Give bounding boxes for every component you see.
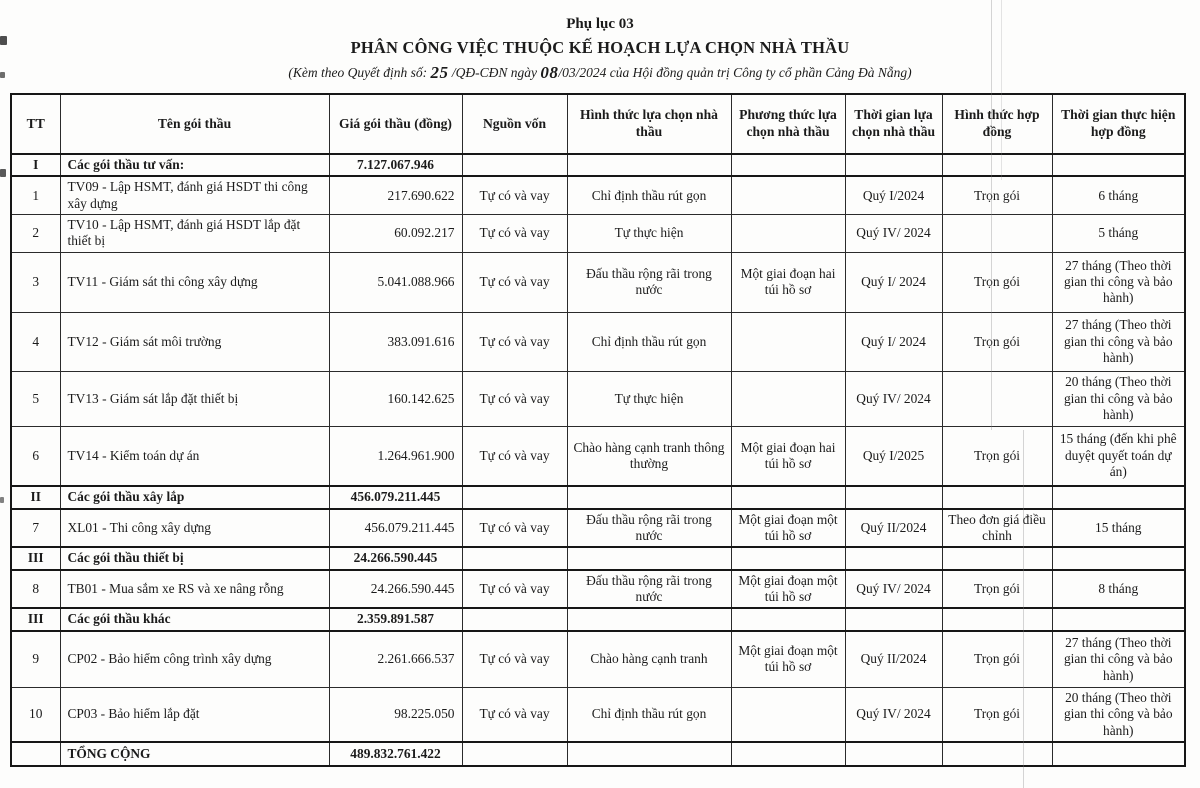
col-header-thoi-gian-thuc-hien: Thời gian thực hiện hợp đồng [1052,94,1185,154]
cell-hinh-thuc-lua-chon [567,547,731,569]
cell-hinh-thuc-hop-dong: Theo đơn giá điều chỉnh [942,509,1052,548]
cell-thoi-gian-thuc-hien: 5 tháng [1052,215,1185,253]
table-row [11,252,1185,312]
handwritten-decision-day: 08 [540,63,559,82]
cell-ten-goi-thau: TV12 - Giám sát môi trường [60,312,329,371]
cell-ten-goi-thau: TV09 - Lập HSMT, đánh giá HSDT thi công xây dựng [60,176,329,214]
cell-hinh-thuc-lua-chon: Tự thực hiện [567,371,731,426]
table-header-row [11,94,1185,154]
cell-hinh-thuc-lua-chon [567,154,731,176]
cell-nguon-von: Tự có và vay [462,570,567,609]
cell-phuong-thuc: Một giai đoạn một túi hồ sơ [731,570,845,609]
subtitle [0,62,1200,82]
cell-nguon-von [462,742,567,766]
cell-hinh-thuc-hop-dong: Trọn gói [942,570,1052,609]
cell-ten-goi-thau: Các gói thầu tư vấn: [60,154,329,176]
cell-phuong-thuc [731,176,845,214]
cell-tt: 4 [11,312,60,371]
cell-nguon-von: Tự có và vay [462,688,567,743]
cell-total-value: 489.832.761.422 [329,742,462,766]
cell-total-label: TỔNG CỘNG [60,742,329,766]
cell-thoi-gian-lua-chon: Quý I/2025 [845,426,942,486]
cell-tt [11,742,60,766]
cell-gia: 160.142.625 [329,371,462,426]
appendix-label: Phụ lục 03 [566,16,634,32]
section-row [11,486,1185,508]
handwritten-decision-number: 25 [430,63,449,82]
cell-phuong-thuc [731,486,845,508]
cell-nguon-von: Tự có và vay [462,215,567,253]
table-row [11,688,1185,743]
cell-thoi-gian-thuc-hien: 27 tháng (Theo thời gian thi công và bảo hành) [1052,312,1185,371]
table-row [11,371,1185,426]
cell-ten-goi-thau: TB01 - Mua sắm xe RS và xe nâng rỗng [60,570,329,609]
cell-thoi-gian-lua-chon [845,742,942,766]
cell-nguon-von: Tự có và vay [462,371,567,426]
cell-gia: 456.079.211.445 [329,486,462,508]
cell-thoi-gian-thuc-hien: 20 tháng (Theo thời gian thi công và bảo hành) [1052,371,1185,426]
cell-gia: 1.264.961.900 [329,426,462,486]
cell-hinh-thuc-hop-dong: Trọn gói [942,688,1052,743]
cell-nguon-von: Tự có và vay [462,426,567,486]
cell-hinh-thuc-lua-chon: Chào hàng cạnh tranh thông thường [567,426,731,486]
scan-artifact-line [1001,0,1002,180]
cell-hinh-thuc-hop-dong: Trọn gói [942,176,1052,214]
table-row [11,312,1185,371]
cell-gia: 2.261.666.537 [329,631,462,688]
scan-speck [0,169,6,177]
cell-thoi-gian-thuc-hien: 15 tháng (đến khi phê duyệt quyết toán dự án) [1052,426,1185,486]
cell-thoi-gian-thuc-hien: 27 tháng (Theo thời gian thi công và bảo hành) [1052,631,1185,688]
cell-nguon-von: Tự có và vay [462,631,567,688]
cell-tt: 9 [11,631,60,688]
cell-thoi-gian-thuc-hien [1052,486,1185,508]
cell-nguon-von: Tự có và vay [462,509,567,548]
cell-hinh-thuc-hop-dong [942,154,1052,176]
scan-speck [0,36,7,45]
cell-phuong-thuc [731,371,845,426]
col-header-hinh-thuc-lua-chon: Hình thức lựa chọn nhà thầu [567,94,731,154]
cell-hinh-thuc-lua-chon [567,742,731,766]
cell-hinh-thuc-hop-dong [942,486,1052,508]
col-header-nguon-von: Nguồn vốn [462,94,567,154]
subtitle-prefix: (Kèm theo Quyết định số: [288,65,431,80]
cell-thoi-gian-lua-chon: Quý I/ 2024 [845,252,942,312]
col-header-ten-goi-thau: Tên gói thầu [60,94,329,154]
cell-hinh-thuc-hop-dong: Trọn gói [942,252,1052,312]
table-row [11,570,1185,609]
cell-nguon-von [462,608,567,630]
cell-thoi-gian-lua-chon: Quý I/2024 [845,176,942,214]
cell-nguon-von [462,547,567,569]
cell-ten-goi-thau: TV11 - Giám sát thi công xây dựng [60,252,329,312]
cell-tt: 8 [11,570,60,609]
cell-ten-goi-thau: CP02 - Bảo hiểm công trình xây dựng [60,631,329,688]
cell-ten-goi-thau: CP03 - Bảo hiểm lắp đặt [60,688,329,743]
cell-tt: 1 [11,176,60,214]
cell-thoi-gian-thuc-hien: 15 tháng [1052,509,1185,548]
cell-hinh-thuc-lua-chon: Chào hàng cạnh tranh [567,631,731,688]
table-row [11,176,1185,214]
cell-hinh-thuc-hop-dong [942,547,1052,569]
cell-thoi-gian-lua-chon: Quý I/ 2024 [845,312,942,371]
cell-phuong-thuc [731,688,845,743]
cell-thoi-gian-lua-chon [845,154,942,176]
cell-tt: 10 [11,688,60,743]
cell-hinh-thuc-lua-chon: Tự thực hiện [567,215,731,253]
cell-phuong-thuc [731,215,845,253]
page-title: PHÂN CÔNG VIỆC THUỘC KẾ HOẠCH LỰA CHỌN NHÀ THẦU [350,38,850,57]
cell-thoi-gian-thuc-hien: 20 tháng (Theo thời gian thi công và bảo hành) [1052,688,1185,743]
cell-gia: 60.092.217 [329,215,462,253]
table-row [11,215,1185,253]
cell-thoi-gian-thuc-hien [1052,608,1185,630]
cell-ten-goi-thau: Các gói thầu khác [60,608,329,630]
cell-thoi-gian-lua-chon: Quý II/2024 [845,509,942,548]
cell-gia: 217.690.622 [329,176,462,214]
cell-hinh-thuc-hop-dong [942,371,1052,426]
col-header-tt: TT [11,94,60,154]
cell-nguon-von: Tự có và vay [462,312,567,371]
cell-gia: 5.041.088.966 [329,252,462,312]
cell-phuong-thuc: Một giai đoạn một túi hồ sơ [731,509,845,548]
total-row [11,742,1185,766]
cell-phuong-thuc [731,154,845,176]
cell-nguon-von [462,154,567,176]
cell-ten-goi-thau: TV10 - Lập HSMT, đánh giá HSDT lắp đặt thiết bị [60,215,329,253]
table-row [11,426,1185,486]
cell-gia: 456.079.211.445 [329,509,462,548]
cell-tt: III [11,547,60,569]
document-header [0,0,1200,82]
cell-ten-goi-thau: XL01 - Thi công xây dựng [60,509,329,548]
col-header-phuong-thuc-lua-chon: Phương thức lựa chọn nhà thầu [731,94,845,154]
cell-tt: III [11,608,60,630]
section-row [11,154,1185,176]
table-row [11,631,1185,688]
cell-thoi-gian-lua-chon: Quý IV/ 2024 [845,570,942,609]
cell-hinh-thuc-lua-chon: Chỉ định thầu rút gọn [567,688,731,743]
cell-hinh-thuc-hop-dong [942,608,1052,630]
cell-phuong-thuc [731,547,845,569]
section-row [11,547,1185,569]
cell-phuong-thuc: Một giai đoạn hai túi hồ sơ [731,252,845,312]
cell-thoi-gian-lua-chon [845,486,942,508]
cell-hinh-thuc-lua-chon [567,608,731,630]
cell-gia: 98.225.050 [329,688,462,743]
cell-tt: 2 [11,215,60,253]
col-header-gia-goi-thau: Giá gói thầu (đồng) [329,94,462,154]
cell-phuong-thuc: Một giai đoạn một túi hồ sơ [731,631,845,688]
cell-thoi-gian-lua-chon: Quý IV/ 2024 [845,688,942,743]
cell-thoi-gian-lua-chon: Quý IV/ 2024 [845,371,942,426]
cell-thoi-gian-thuc-hien: 6 tháng [1052,176,1185,214]
cell-ten-goi-thau: Các gói thầu thiết bị [60,547,329,569]
cell-hinh-thuc-hop-dong [942,742,1052,766]
cell-thoi-gian-lua-chon: Quý IV/ 2024 [845,215,942,253]
cell-gia: 7.127.067.946 [329,154,462,176]
cell-gia: 24.266.590.445 [329,547,462,569]
cell-hinh-thuc-lua-chon: Đấu thầu rộng rãi trong nước [567,570,731,609]
cell-gia: 24.266.590.445 [329,570,462,609]
cell-phuong-thuc [731,312,845,371]
cell-tt: 5 [11,371,60,426]
cell-thoi-gian-lua-chon [845,608,942,630]
cell-hinh-thuc-lua-chon: Chỉ định thầu rút gọn [567,312,731,371]
cell-hinh-thuc-lua-chon: Đấu thầu rộng rãi trong nước [567,252,731,312]
cell-thoi-gian-thuc-hien: 27 tháng (Theo thời gian thi công và bảo hành) [1052,252,1185,312]
cell-thoi-gian-lua-chon: Quý II/2024 [845,631,942,688]
cell-thoi-gian-thuc-hien [1052,742,1185,766]
scan-artifact-line [1023,430,1024,788]
cell-phuong-thuc [731,608,845,630]
procurement-plan-table [10,93,1186,767]
cell-phuong-thuc [731,742,845,766]
scan-artifact-line [991,0,992,430]
cell-nguon-von [462,486,567,508]
cell-hinh-thuc-lua-chon: Chỉ định thầu rút gọn [567,176,731,214]
cell-thoi-gian-thuc-hien [1052,154,1185,176]
cell-hinh-thuc-hop-dong: Trọn gói [942,426,1052,486]
cell-thoi-gian-lua-chon [845,547,942,569]
col-header-thoi-gian-lua-chon: Thời gian lựa chọn nhà thầu [845,94,942,154]
cell-ten-goi-thau: TV13 - Giám sát lắp đặt thiết bị [60,371,329,426]
col-header-hinh-thuc-hop-dong: Hình thức hợp đồng [942,94,1052,154]
scan-speck [0,72,5,78]
cell-hinh-thuc-hop-dong: Trọn gói [942,312,1052,371]
cell-hinh-thuc-hop-dong: Trọn gói [942,631,1052,688]
cell-hinh-thuc-lua-chon: Đấu thầu rộng rãi trong nước [567,509,731,548]
cell-ten-goi-thau: Các gói thầu xây lắp [60,486,329,508]
subtitle-mid: /QĐ-CĐN ngày [448,65,541,80]
cell-hinh-thuc-lua-chon [567,486,731,508]
cell-phuong-thuc: Một giai đoạn hai túi hồ sơ [731,426,845,486]
cell-nguon-von: Tự có và vay [462,176,567,214]
cell-tt: 6 [11,426,60,486]
cell-ten-goi-thau: TV14 - Kiểm toán dự án [60,426,329,486]
cell-tt: 3 [11,252,60,312]
cell-thoi-gian-thuc-hien: 8 tháng [1052,570,1185,609]
cell-tt: 7 [11,509,60,548]
cell-tt: I [11,154,60,176]
section-row [11,608,1185,630]
cell-gia: 383.091.616 [329,312,462,371]
cell-tt: II [11,486,60,508]
scan-speck [0,497,4,503]
table-row [11,509,1185,548]
subtitle-suffix: /03/2024 của Hội đồng quản trị Công ty cổ phần Cảng Đà Nẵng) [558,65,912,80]
cell-thoi-gian-thuc-hien [1052,547,1185,569]
cell-hinh-thuc-hop-dong [942,215,1052,253]
cell-gia: 2.359.891.587 [329,608,462,630]
cell-nguon-von: Tự có và vay [462,252,567,312]
